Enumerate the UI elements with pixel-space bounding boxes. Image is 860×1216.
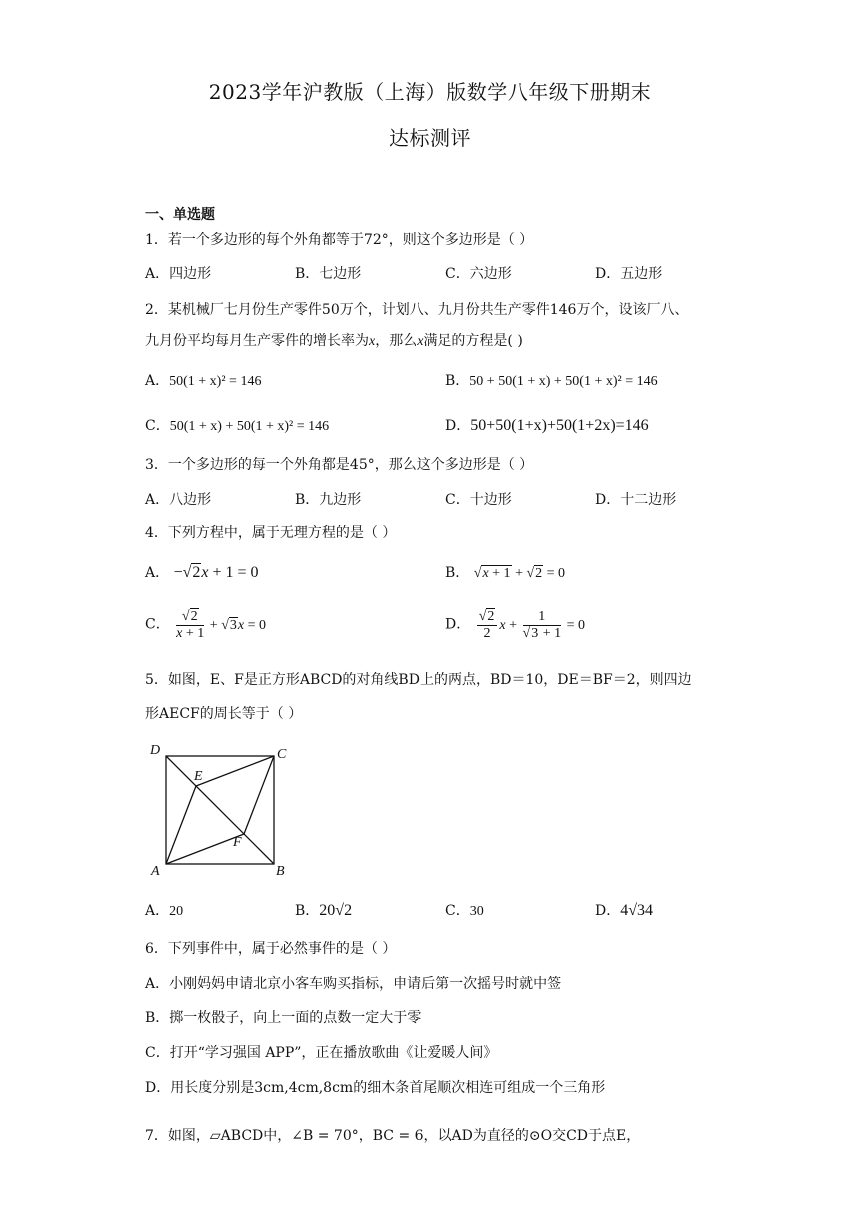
question-2-stem-part-c: 满足的方程是( ): [423, 333, 523, 349]
question-1-option-a: A．四边形: [145, 266, 212, 282]
question-6-stem: 6．下列事件中，属于必然事件的是（ ）: [145, 941, 397, 957]
option-expression: √x + 1 + √2 = 0: [473, 566, 566, 581]
option-label: A．: [145, 903, 170, 919]
question-5-option-c: [445, 901, 484, 922]
option-label: B．: [445, 565, 470, 581]
question-2-option-d: [445, 416, 649, 436]
question-2-option-a: [145, 371, 261, 392]
question-2-stem-part-a: 九月份平均每月生产零件的增长率为: [145, 333, 369, 349]
point-label-c: C: [277, 747, 287, 762]
option-label: D．: [445, 616, 471, 633]
question-3-option-a: A．八边形: [145, 492, 212, 508]
question-2-stem-part-b: ，那么: [375, 333, 418, 349]
question-4-option-c: [145, 609, 266, 642]
option-expression: 50(1 + x) + 50(1 + x)² = 146: [169, 419, 330, 434]
question-4-option-a: [145, 563, 259, 583]
option-label: C．: [445, 903, 470, 919]
document-title-line1: 2023学年沪教版（上海）版数学八年级下册期末: [208, 80, 652, 104]
variable-x: x: [417, 334, 424, 349]
variable-x: x: [369, 334, 376, 349]
question-5-stem-line2: 形AECF的周长等于（ ）: [145, 706, 303, 722]
option-label: D．: [595, 903, 621, 919]
question-1-option-c: C．六边形: [445, 266, 512, 282]
option-expression: −√2x + 1 = 0: [173, 564, 259, 581]
segment-ae: [166, 786, 196, 864]
option-value: 4√34: [620, 902, 654, 919]
question-5-stem-line1: 5．如图，E、F是正方形ABCD的对角线BD上的两点，BD＝10，DE＝BF＝2，则四边: [145, 672, 692, 688]
option-label: B．: [295, 903, 320, 919]
question-5-option-d: [595, 901, 653, 921]
segment-cf: [244, 756, 274, 834]
option-label: C．: [145, 418, 170, 434]
point-label-f: F: [233, 835, 242, 850]
option-label: C．: [145, 616, 170, 633]
option-label: D．: [445, 418, 471, 434]
question-3-option-c: C．十边形: [445, 492, 512, 508]
square-diagram: [148, 740, 298, 880]
point-label-e: E: [194, 769, 203, 784]
option-expression: $\frac{√2}{x + 1}$ + √3x = 0: [176, 609, 267, 641]
option-expression: $\frac{√2}{2}$ x + $\frac{1}{√3 + 1}$ = 0: [478, 609, 585, 641]
question-6-option-a: A．小刚妈妈申请北京小客车购买指标，申请后第一次摇号时就中签: [145, 976, 562, 992]
question-3-option-b: B．九边形: [295, 492, 362, 508]
question-2-stem-line2: [145, 331, 523, 352]
question-4-stem: 4．下列方程中，属于无理方程的是（ ）: [145, 525, 397, 541]
point-label-d: D: [150, 743, 161, 758]
option-label: A．: [145, 565, 170, 581]
option-label: B．: [445, 373, 470, 389]
question-4-option-d: [445, 609, 585, 642]
option-expression: 50(1 + x)² = 146: [169, 374, 262, 389]
question-5-option-a: [145, 901, 183, 922]
question-1-option-d: D．五边形: [595, 266, 663, 282]
question-6-option-b: B．掷一枚骰子，向上一面的点数一定大于零: [145, 1010, 422, 1026]
point-label-b: B: [276, 864, 285, 879]
diagonal-bd: [166, 756, 274, 864]
question-2-option-b: [445, 371, 658, 392]
point-label-a: A: [151, 864, 160, 879]
question-6-option-c: C．打开“学习强国 APP”，正在播放歌曲《让爱暖人间》: [145, 1045, 498, 1061]
option-value: 30: [469, 904, 484, 919]
question-2-option-c: [145, 416, 329, 437]
question-7-stem: 7．如图，▱ABCD中，∠B = 70°，BC = 6，以AD为直径的⊙O交CD于点E，: [145, 1128, 641, 1144]
question-3-stem: 3．一个多边形的每一个外角都是45°，那么这个多边形是（ ）: [145, 457, 534, 473]
question-2-stem-line1: 2．某机械厂七月份生产零件50万个，计划八、九月份共生产零件146万个，设该厂八、: [145, 302, 689, 318]
question-6-option-d: D．用长度分别是3cm,4cm,8cm的细木条首尾顺次相连可组成一个三角形: [145, 1080, 606, 1096]
option-value: 20√2: [319, 902, 353, 919]
option-expression: 50 + 50(1 + x) + 50(1 + x)² = 146: [469, 374, 658, 389]
question-1-option-b: B．七边形: [295, 266, 362, 282]
option-expression: 50+50(1+x)+50(1+2x)=146: [470, 417, 649, 434]
question-5-option-b: [295, 901, 352, 921]
question-1-stem: 1．若一个多边形的每个外角都等于72°，则这个多边形是（ ）: [145, 232, 534, 248]
section-heading: 一、单选题: [145, 207, 215, 223]
option-value: 20: [169, 904, 184, 919]
segment-ec: [196, 756, 274, 786]
question-3-option-d: D．十二边形: [595, 492, 677, 508]
option-label: A．: [145, 373, 170, 389]
document-title-line2: 达标测评: [389, 126, 471, 150]
question-4-option-b: [445, 563, 565, 584]
